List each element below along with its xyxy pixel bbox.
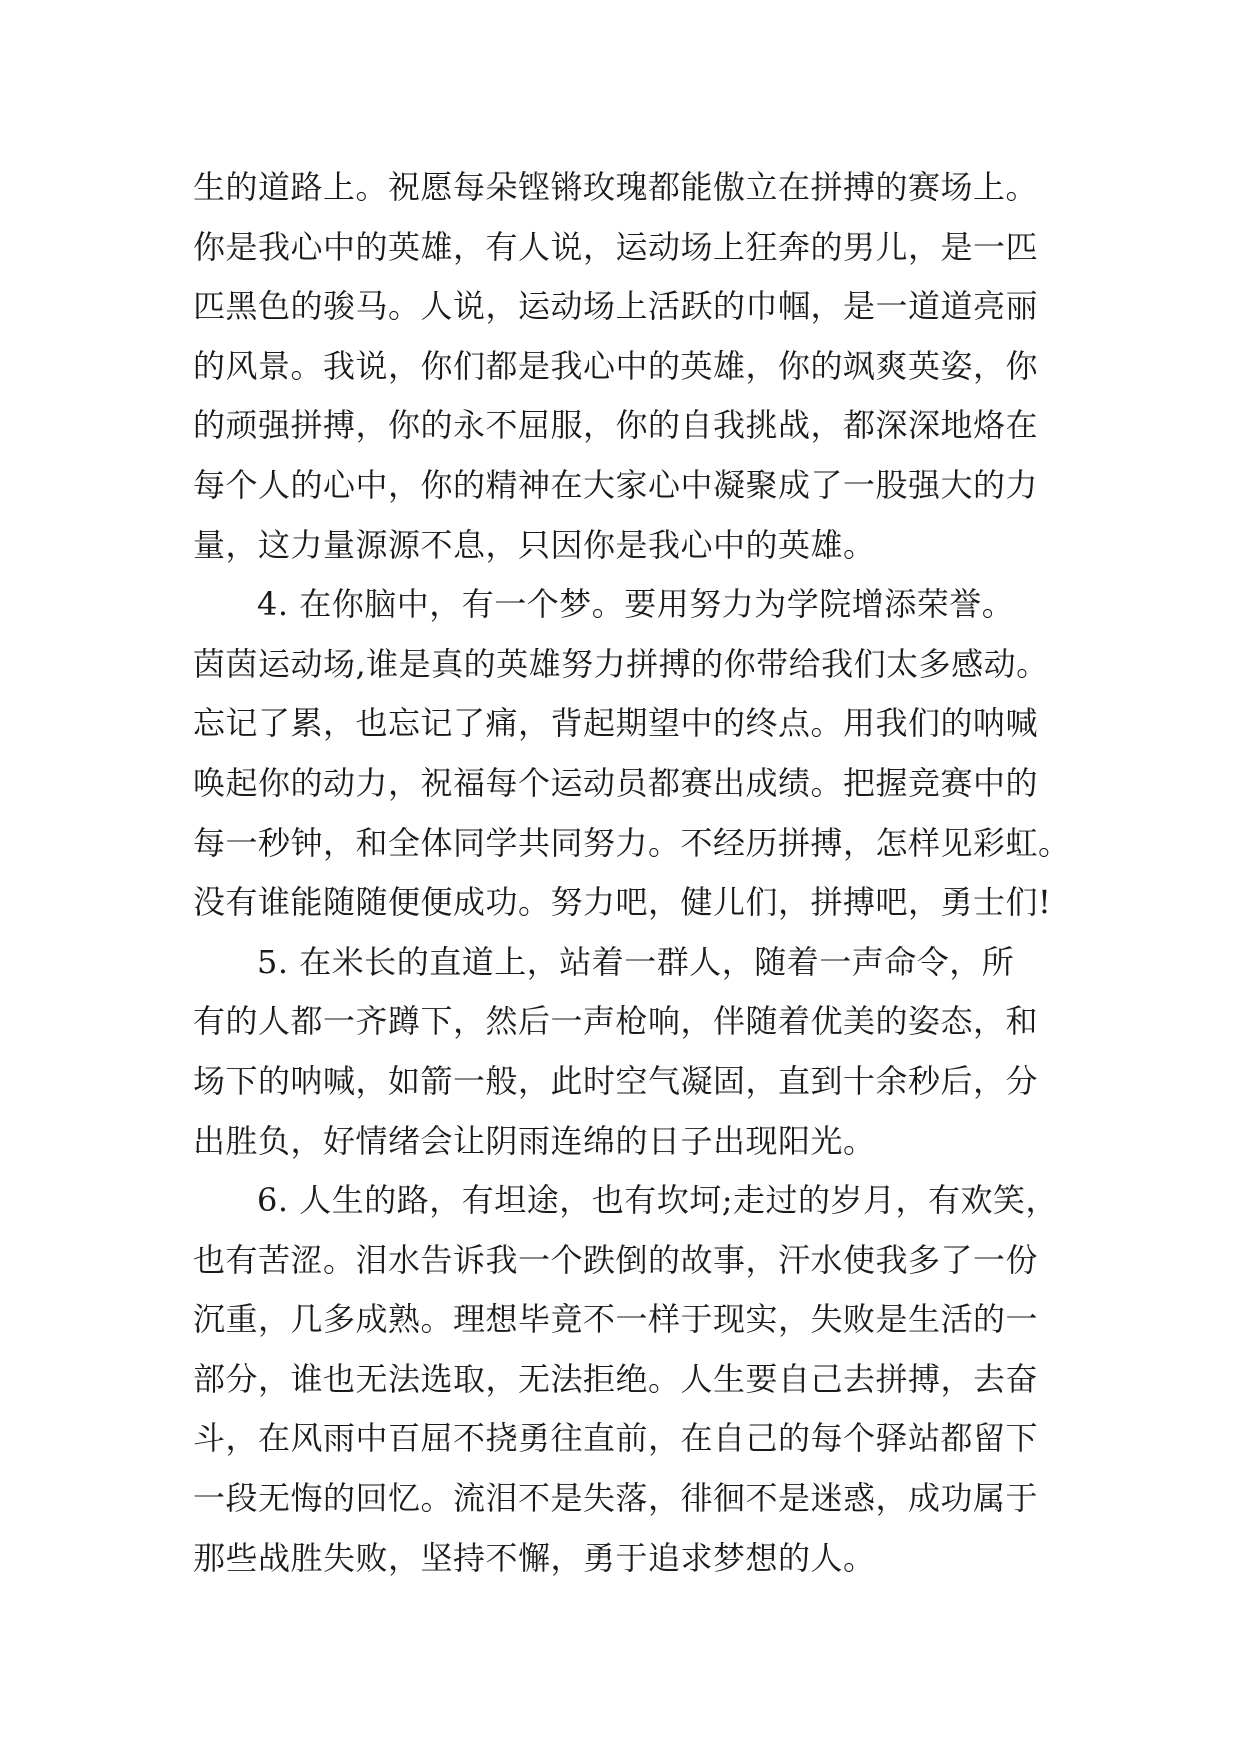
text-line: 你是我心中的英雄，有人说，运动场上狂奔的男儿，是一匹 [193,227,1039,266]
text-line: 生的道路上。祝愿每朵铿锵玫瑰都能傲立在拼搏的赛场上。 [193,168,1039,206]
text-line: 那些战胜失败，坚持不懈，勇于追求梦想的人。 [193,1538,876,1577]
text-line: 匹黑色的骏马。人说，运动场上活跃的巾帼，是一道道亮丽 [193,287,1039,326]
text-line: 沉重，几多成熟。理想毕竟不一样于现实，失败是生活的一 [193,1300,1039,1339]
text-line: 的顽强拼搏，你的永不屈服，你的自我挑战，都深深地烙在 [193,406,1039,445]
text-line: 每一秒钟，和全体同学共同努力。不经历拼搏，怎样见彩虹。 [193,823,1071,862]
text-line: 也有苦涩。泪水告诉我一个跌倒的故事，汗水使我多了一份 [193,1240,1039,1279]
text-line: 的风景。我说，你们都是我心中的英雄，你的飒爽英姿，你 [193,346,1039,385]
text-line: 一段无悔的回忆。流泪不是失落，徘徊不是迷惑，成功属于 [193,1479,1039,1518]
paragraph-start-line: 4. 在你脑中，有一个梦。要用努力为学院增添荣誉。 [257,585,1015,624]
paragraph-start-line: 6. 人生的路，有坦途，也有坎坷;走过的岁月，有欢笑， [257,1181,1058,1220]
text-line: 忘记了累，也忘记了痛，背起期望中的终点。用我们的呐喊 [193,704,1039,743]
text-line: 每个人的心中，你的精神在大家心中凝聚成了一股强大的力 [193,465,1039,504]
text-line: 有的人都一齐蹲下，然后一声枪响，伴随着优美的姿态，和 [193,1002,1039,1041]
text-line: 量，这力量源源不息，只因你是我心中的英雄。 [193,525,876,564]
text-line: 出胜负，好情绪会让阴雨连绵的日子出现阳光。 [193,1121,876,1160]
text-line: 场下的呐喊，如箭一般，此时空气凝固，直到十余秒后，分 [193,1061,1039,1100]
text-line: 茵茵运动场,谁是真的英雄努力拼搏的你带给我们太多感动。 [193,644,1049,683]
text-line: 斗，在风雨中百屈不挠勇往直前，在自己的每个驿站都留下 [193,1419,1039,1458]
paragraph-start-line: 5. 在米长的直道上，站着一群人，随着一声命令，所 [257,942,1015,981]
text-line: 部分，谁也无法选取，无法拒绝。人生要自己去拼搏，去奋 [193,1359,1039,1398]
text-line: 没有谁能随随便便成功。努力吧，健儿们，拼搏吧，勇士们! [193,883,1052,922]
document-body [193,158,1073,1588]
text-line: 唤起你的动力，祝福每个运动员都赛出成绩。把握竞赛中的 [193,763,1039,802]
